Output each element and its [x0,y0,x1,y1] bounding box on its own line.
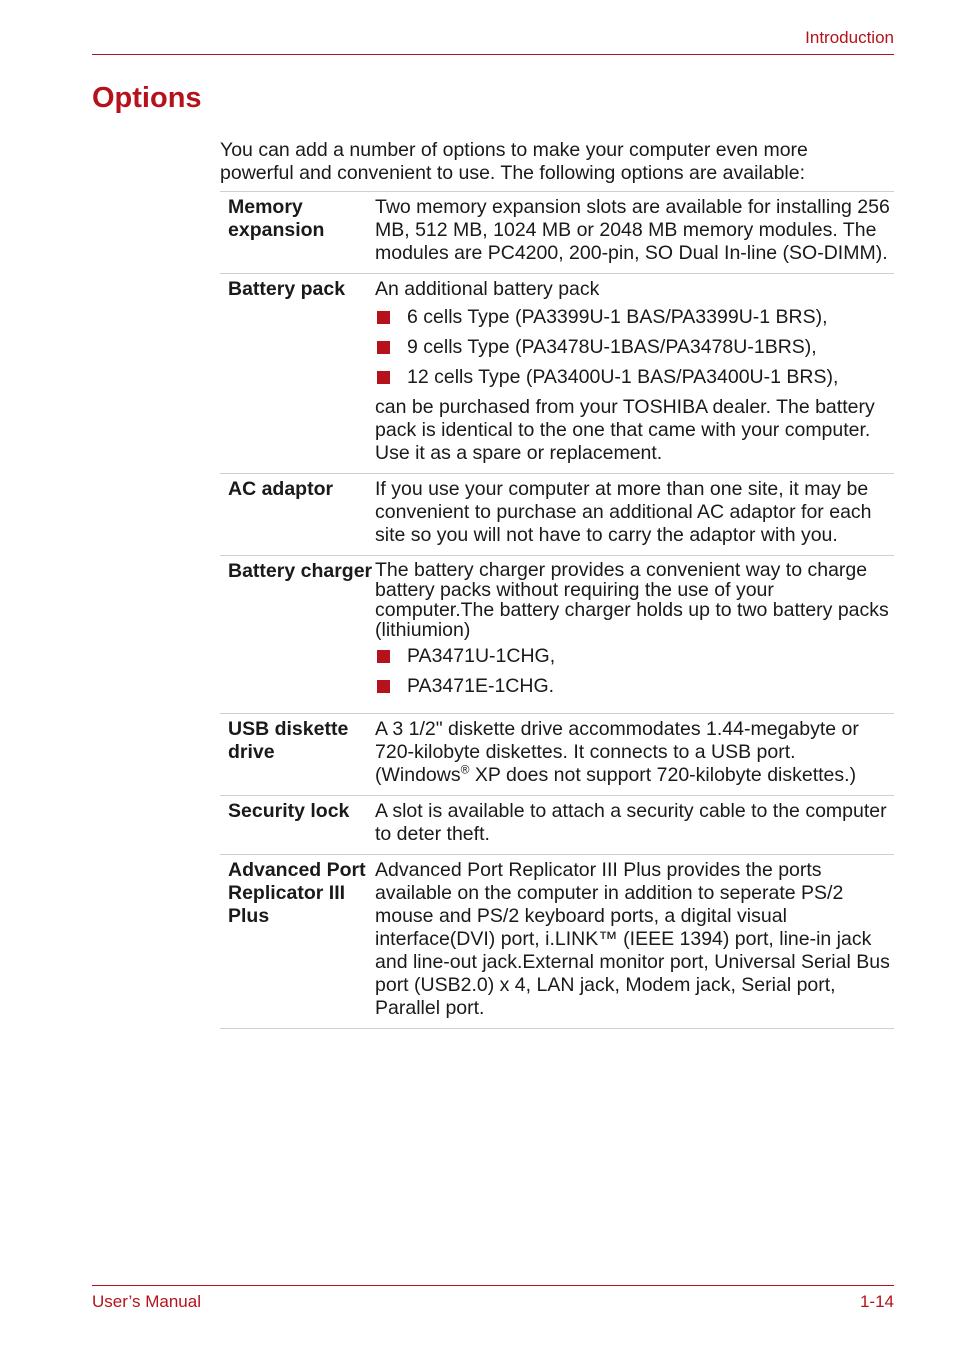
option-text: Two memory expansion slots are available for installing 256 MB, 512 MB, 1024 MB or 2048 MB memory modules. The modules are PC4200, 200-pin, SO Dual In-line (SO-DIMM). [375,196,890,264]
option-text-start: A 3 1/2" diskette drive accommodates 1.44-megabyte or 720-kilobyte diskettes. It connects to a USB port. (Windows [375,718,859,786]
option-term: Battery charger [228,560,373,582]
option-term: Security lock [228,800,350,822]
bullet-list [375,306,890,389]
option-row-battery-pack [220,274,894,474]
option-text: The battery charger provides a convenient way to charge battery packs without requiring the use of your computer.The battery charger holds up to two battery packs (lithiumion) [375,559,889,641]
list-item [375,675,890,698]
square-bullet-icon [377,371,390,384]
options-table [220,191,894,1029]
option-term: Advanced Port Replicator III Plus [228,859,366,927]
header-section-label: Introduction [805,28,894,47]
bullet-list [375,645,890,698]
option-text: If you use your computer at more than one site, it may be convenient to purchase an additional AC adaptor for each site so you will not have to carry the adaptor with you. [375,478,872,546]
option-row-usb-diskette-drive [220,714,894,796]
intro-paragraph: You can add a number of options to make your computer even more powerful and convenient to use. The following options are available: [220,139,808,184]
list-item [375,366,890,389]
option-description [375,560,894,705]
header-divider [92,54,894,55]
list-item-text: 9 cells Type (PA3478U-1BAS/PA3478U-1BRS), [407,336,817,358]
list-item-text: 12 cells Type (PA3400U-1 BAS/PA3400U-1 BRS), [407,366,839,388]
option-row-ac-adaptor [220,474,894,556]
option-description [375,718,894,787]
list-item [375,645,890,668]
square-bullet-icon [377,341,390,354]
option-row-battery-charger [220,556,894,714]
option-text-end: XP does not support 720-kilobyte diskettes.) [469,764,857,786]
list-item-text: 6 cells Type (PA3399U-1 BAS/PA3399U-1 BRS), [407,306,828,328]
list-item [375,306,890,329]
option-description [375,478,894,547]
option-text: Advanced Port Replicator III Plus provides the ports available on the computer in addition to seperate PS/2 mouse and PS/2 keyboard ports, a digital visual interface(DVI) port, i.LINK™ (IEEE 1394) port, line-in jack and line-out jack.External monitor port, Universal Serial Bus port (USB2.0) x 4, LAN jack, Modem jack, Serial port, Parallel port. [375,859,890,1019]
option-text: An additional battery pack [375,278,600,300]
list-item-text: PA3471U-1CHG, [407,645,556,667]
option-text [375,718,890,787]
option-term: Memory expansion [228,196,325,241]
option-row-advanced-port-replicator [220,855,894,1029]
square-bullet-icon [377,311,390,324]
square-bullet-icon [377,650,390,663]
option-text: A slot is available to attach a security cable to the computer to deter theft. [375,800,887,845]
option-term: USB diskette drive [228,718,349,763]
option-description [375,800,894,846]
square-bullet-icon [377,680,390,693]
footer-page-number: 1-14 [859,1292,894,1311]
footer-manual-title: User’s Manual [92,1292,201,1311]
list-item-text: PA3471E-1CHG. [407,675,555,697]
option-description [375,859,894,1020]
option-description [375,278,894,465]
option-term: Battery pack [228,278,346,300]
option-term: AC adaptor [228,478,334,500]
footer-divider [92,1285,894,1286]
option-row-security-lock [220,796,894,855]
option-description [375,196,894,265]
option-followup-text: can be purchased from your TOSHIBA dealer. The battery pack is identical to the one that came with your computer. Use it as a spare or replacement. [375,396,875,464]
option-row-memory-expansion [220,192,894,274]
registered-mark: ® [460,762,470,777]
list-item [375,336,890,359]
page-title: Options [92,82,202,114]
